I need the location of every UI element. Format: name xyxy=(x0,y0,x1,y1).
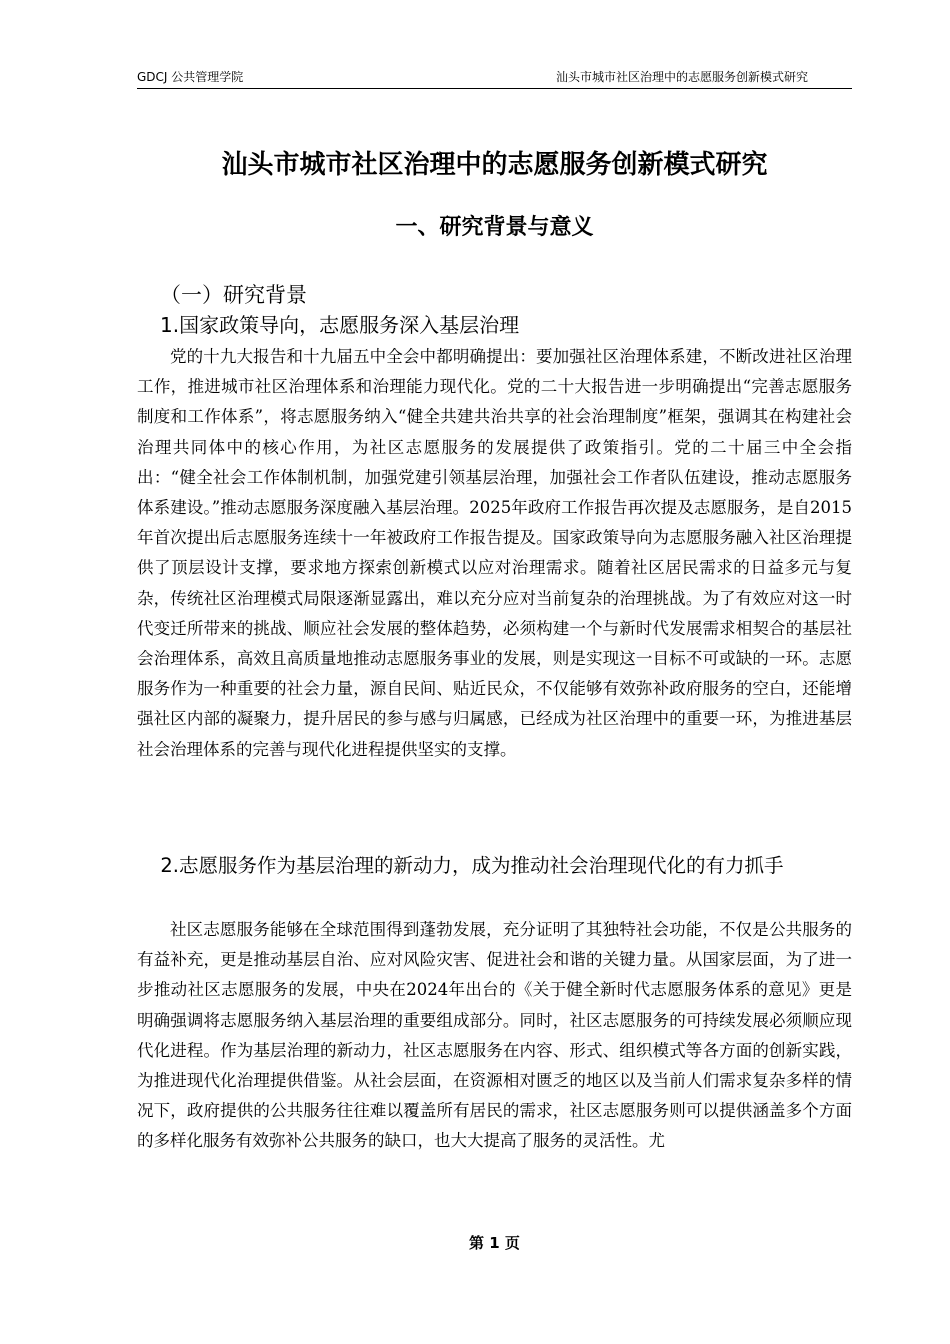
document-title: 汕头市城市社区治理中的志愿服务创新模式研究 xyxy=(221,150,768,180)
paragraph-1: 党的十九大报告和十九届五中全会中都明确提出：要加强社区治理体系建，不断改进社区治理工作，推进城市社区治理体系和治理能力现代化。党的二十大报告进一步明确提出“完善志愿服务制度和工作体系”，将志愿服务纳入“健全共建共治共享的社会治理制度”框架，强调其在构建社会治理共同体中的核心作用，为社区志愿服务的发展提供了政策指引。党的二十届三中全会指出：“健全社会工作体制机制，加强党建引领基层治理，加强社会工作者队伍建设，推动志愿服务体系建设。”推动志愿服务深度融入基层治理。2025年政府工作报告再次提及志愿服务，是自2015年首次提出后志愿服务连续十一年被政府工作报告提及。国家政策导向为志愿服务融入社区治理提供了顶层设计支撑，要求地方探索创新模式以应对治理需求。随着社区居民需求的日益多元与复杂，传统社区治理模式局限逐渐显露出，难以充分应对当前复杂的治理挑战。为了有效应对这一时代变迁所带来的挑战、顺应社会发展的整体趋势，必须构建一个与新时代发展需求相契合的基层社会治理体系，高效且高质量地推动志愿服务事业的发展，则是实现这一目标不可或缺的一环。志愿服务作为一种重要的社会力量，源自民间、贴近民众，不仅能够有效弥补政府服务的空白，还能增强社区内部的凝聚力，提升居民的参与感与归属感，已经成为社区治理中的重要一环，为推进基层社会治理体系的完善与现代化进程提供坚实的支撑。 xyxy=(137,347,852,759)
point1-heading: 1.国家政策导向，志愿服务深入基层治理 xyxy=(160,313,520,337)
header-doc-title: 汕头市城市社区治理中的志愿服务创新模式研究 xyxy=(555,70,808,84)
page-header xyxy=(137,66,852,89)
section-heading: 一、研究背景与意义 xyxy=(395,215,594,240)
point2-heading: 2.志愿服务作为基层治理的新动力，成为推动社会治理现代化的有力抓手 xyxy=(160,854,784,877)
paragraph-2: 社区志愿服务能够在全球范围得到蓬勃发展，充分证明了其独特社会功能，不仅是公共服务的有益补充，更是推动基层自治、应对风险灾害、促进社会和谐的关键力量。从国家层面，为了进一步推动社区志愿服务的发展，中央在2024年出台的《关于健全新时代志愿服务体系的意见》更是明确强调将志愿服务纳入基层治理的重要组成部分。同时，社区志愿服务的可持续发展必须顺应现代化进程。作为基层治理的新动力，社区志愿服务在内容、形式、组织模式等各方面的创新实践，为推进现代化治理提供借鉴。从社会层面，在资源相对匮乏的地区以及当前人们需求复杂多样的情况下，政府提供的公共服务往往难以覆盖所有居民的需求，社区志愿服务则可以提供涵盖多个方面的多样化服务有效弥补公共服务的缺口，也大大提高了服务的灵活性。尤 xyxy=(137,920,852,1151)
page-number: 第 1 页 xyxy=(469,1234,520,1252)
header-institution: GDCJ 公共管理学院 xyxy=(137,70,244,84)
subsection-heading: （一）研究背景 xyxy=(160,283,307,307)
